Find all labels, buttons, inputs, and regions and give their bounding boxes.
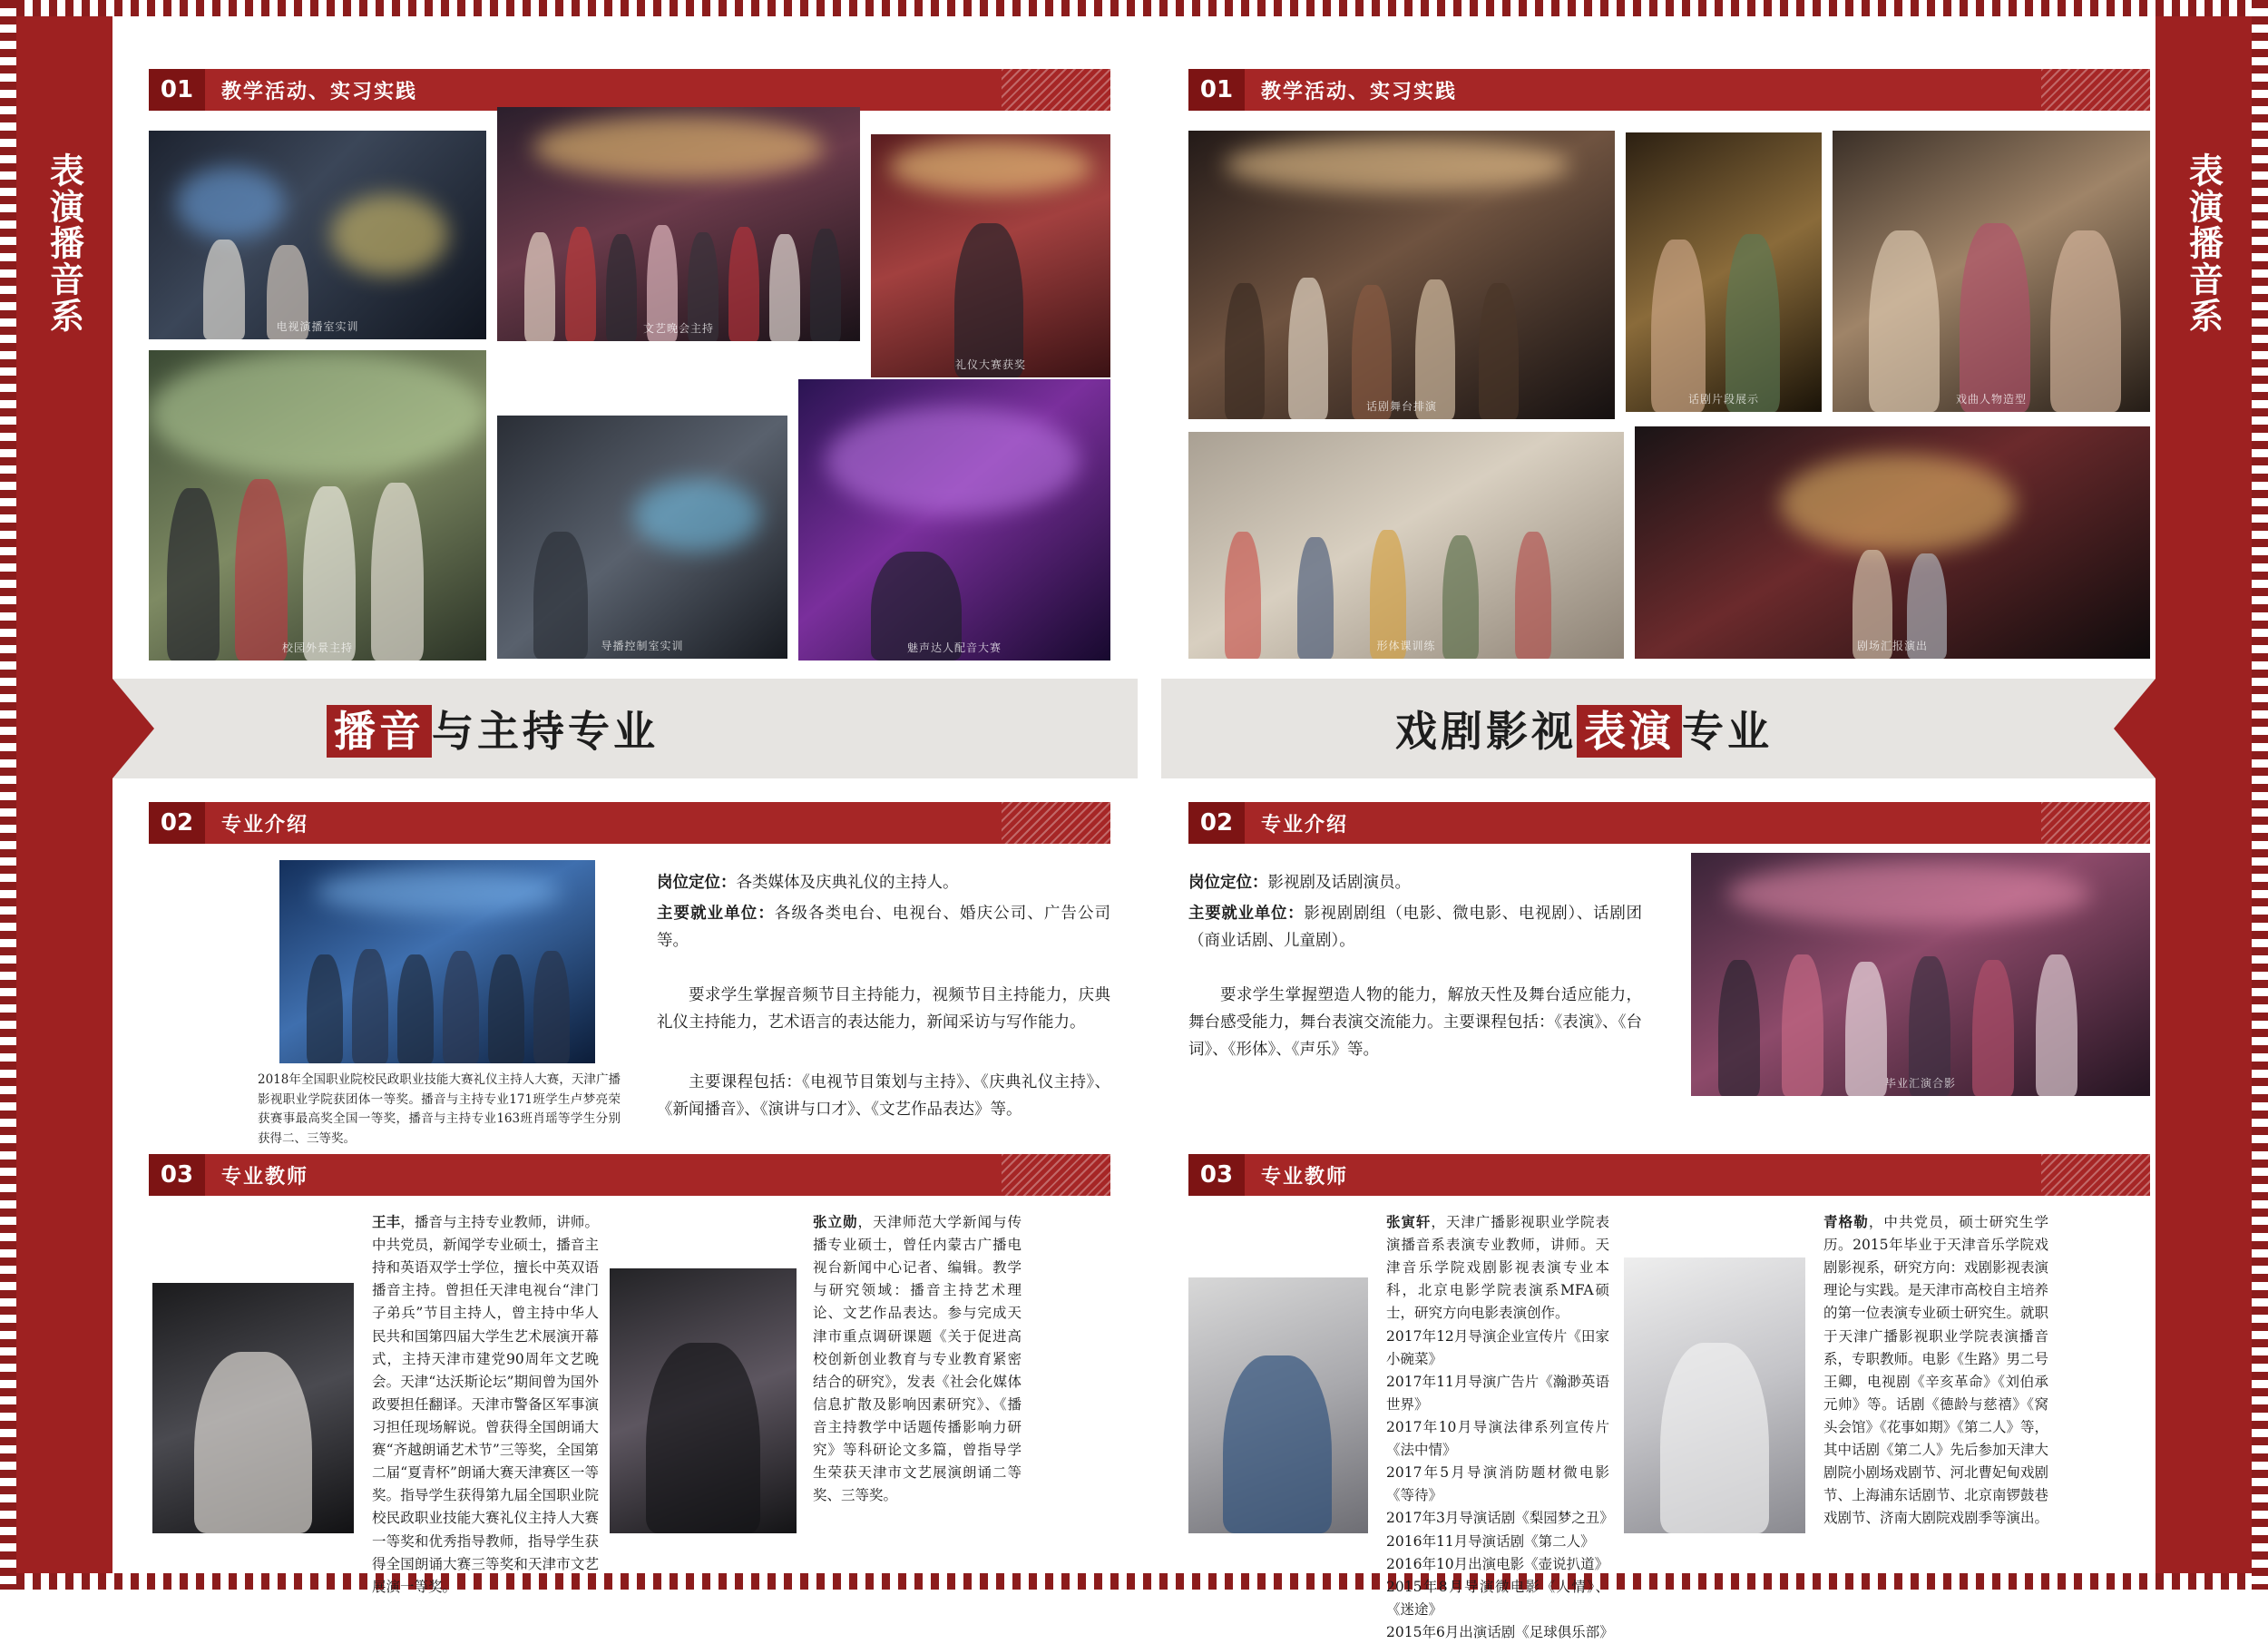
drama-duo-photo [1626, 132, 1822, 412]
right-intro-para1: 要求学生掌握塑造人物的能力，解放天性及舞台适应能力，舞台感受能力，舞台表演交流能力。主要课程包括：《表演》、《台词》、《形体》、《声乐》等。 [1188, 986, 1642, 1060]
right-intro-position [1188, 869, 1642, 896]
celebration-group-photo [1691, 853, 2150, 1096]
drama-stage-photo-label: 话剧舞台排演 [1365, 400, 1437, 413]
teacher-work-item: 2017年11月导演广告片《瀚渺英语世界》 [1386, 1373, 1609, 1413]
left-section-02-title: 专业介绍 [205, 802, 1110, 844]
theater-performance-photo-label: 剧场汇报演出 [1856, 640, 1928, 652]
skill-contest-photo [279, 860, 595, 1063]
control-room-photo [497, 416, 787, 659]
left-intro-position-label: 岗位定位： [657, 874, 737, 892]
ribbon-left-arrow [112, 679, 154, 778]
left-section-01-title: 教学活动、实习实践 [205, 69, 1110, 111]
dance-class-photo [1188, 432, 1624, 659]
teacher-zhangyinxuan-works [1386, 1326, 1614, 1644]
right-intro-employer-text: 影视剧剧组（电影、微电影、电视剧）、话剧团（商业话剧、儿童剧）。 [1188, 905, 1643, 951]
left-pro-title-rest: 与主持专业 [432, 707, 659, 756]
teacher-qinggele-name: 青格勒 [1823, 1213, 1869, 1230]
side-banner-right-text: 表演播音系 [2183, 152, 2224, 334]
teacher-work-item: 2017年10月导演法律系列宣传片《法中情》 [1386, 1418, 1609, 1459]
tv-studio-photo-label: 电视演播室实训 [276, 320, 359, 333]
teacher-work-item: 2017年12月导演企业宣传片《田家小碗菜》 [1386, 1327, 1609, 1367]
teacher-qinggele-bio-text: ，中共党员，硕士研究生学历。2015年毕业于天津音乐学院戏剧影视系，研究方向：戏剧影视表演理论与实践。是天津市高校自主培养的第一位表演专业硕士研究生。就职于天津广播影视职业学院表演播音系，专职教师。电影《生路》男二号王卿，电视剧《辛亥革命》《刘伯承元帅》等。话剧《德龄与慈禧》《窝头会馆》《花事如期》《第二人》等，其中话剧《第二人》先后参加天津大剧院小剧场戏剧节、河北曹妃甸戏剧节、上海浦东话剧节、北京南锣鼓巷戏剧节、济南大剧院戏剧季等演出。 [1823, 1214, 2049, 1527]
celebration-group-photo-label: 毕业汇演合影 [1884, 1077, 1956, 1090]
award-photo-label: 礼仪大赛获奖 [954, 358, 1026, 371]
left-intro-employer [657, 900, 1110, 954]
teacher-wangfeng-bio [372, 1210, 599, 1599]
left-section-03-number: 03 [149, 1154, 205, 1196]
right-section-02-title: 专业介绍 [1245, 802, 2150, 844]
left-intro-employer-label: 主要就业单位： [657, 905, 775, 923]
teacher-work-item: 2017年5月导演消防题材微电影《等待》 [1386, 1464, 1609, 1504]
control-room-photo-label: 导播控制室实训 [601, 640, 684, 652]
left-section-02-number: 02 [149, 802, 205, 844]
teacher-work-item: 2016年11月导演话剧《第二人》 [1386, 1532, 1595, 1550]
left-intro-para2: 主要课程包括：《电视节目策划与主持》、《庆典礼仪主持》、《新闻播音》、《演讲与口才》、《文艺作品表达》等。 [657, 1073, 1110, 1120]
right-pro-title-highlight: 表演 [1577, 705, 1682, 758]
dotted-border-bottom [0, 1573, 2268, 1590]
left-pro-title [327, 699, 659, 758]
right-section-01-number: 01 [1188, 69, 1245, 111]
left-photo-caption: 2018年全国职业院校民政职业技能大赛礼仪主持人大赛，天津广播影视职业学院获团体一等奖。播音与主持专业171班学生卢梦亮荣获赛事最高奖全国一等奖，播音与主持专业163班肖瑶等学生分别获得二、三等奖。 [258, 1072, 621, 1146]
teacher-zhangyinxuan-bio-text: ，天津广播影视职业学院表演播音系表演专业教师，讲师。天津音乐学院戏剧影视表演专业本科，北京电影学院表演系MFA硕士，研究方向电影表演创作。 [1386, 1214, 1609, 1322]
teacher-wangfeng-name: 王丰 [372, 1213, 401, 1230]
right-section-02-number: 02 [1188, 802, 1245, 844]
right-section-03-header [1188, 1154, 2150, 1196]
dance-class-photo-label: 形体课训练 [1376, 640, 1436, 652]
teacher-work-item: 2016年10月出演电影《壶说扒道》 [1386, 1555, 1609, 1572]
teacher-work-item: 2015年6月出演话剧《足球俱乐部》 [1386, 1623, 1614, 1640]
drama-stage-photo [1188, 131, 1615, 419]
drama-duo-photo-label: 话剧片段展示 [1687, 393, 1759, 406]
stage-ceremony-photo [497, 107, 860, 341]
right-section-01-title: 教学活动、实习实践 [1245, 69, 2150, 111]
right-pro-title [1395, 699, 1773, 758]
right-section-02-header [1188, 802, 2150, 844]
dubbing-contest-photo-label: 魅声达人配音大赛 [906, 641, 1002, 654]
left-section-01-header [149, 69, 1110, 111]
ribbon-right-arrow [2114, 679, 2156, 778]
teacher-wangfeng-portrait [152, 1283, 354, 1533]
side-banner-left [16, 16, 112, 1573]
right-section-03-number: 03 [1188, 1154, 1245, 1196]
stage-ceremony-photo-label: 文艺晚会主持 [642, 322, 714, 335]
left-intro-position [657, 869, 1110, 896]
teacher-qinggele-bio [1823, 1210, 2048, 1531]
left-section-01-number: 01 [149, 69, 205, 111]
left-intro-para1: 要求学生掌握音频节目主持能力，视频节目主持能力，庆典礼仪主持能力，艺术语言的表达能力，新闻采访与写作能力。 [657, 986, 1110, 1032]
teacher-zhanglixun-bio [813, 1210, 1022, 1507]
right-pro-title-pre: 戏剧影视 [1395, 707, 1577, 756]
teacher-zhanglixun-name: 张立勋 [813, 1213, 858, 1230]
right-intro-employer [1188, 900, 1642, 954]
right-section-03-title: 专业教师 [1245, 1154, 2150, 1196]
left-intro-employer-text: 各级各类电台、电视台、婚庆公司、广告公司等。 [657, 905, 1111, 951]
right-intro-employer-label: 主要就业单位： [1188, 905, 1305, 923]
teacher-zhanglixun-bio-text: ，天津师范大学新闻与传播专业硕士，曾任内蒙古广播电视台新闻中心记者、编辑。教学与研究领域：播音主持艺术理论、文艺作品表达。参与完成天津市重点调研课题《关于促进高校创新创业教育与专业教育紧密结合的研究》，发表《社会化媒体信息扩散及影响因素研究》、《播音主持教学中话题传播影响力研究》等科研论文多篇，曾指导学生荣获天津市文艺展演朗诵二等奖、三等奖。 [813, 1214, 1022, 1504]
dotted-border-right [2252, 0, 2268, 1590]
left-section-03-header [149, 1154, 1110, 1196]
teacher-zhangyinxuan-portrait [1188, 1277, 1368, 1533]
teacher-zhangyinxuan-name: 张寅轩 [1386, 1213, 1432, 1230]
costume-photo-label: 戏曲人物造型 [1955, 393, 2027, 406]
teacher-zhangyinxuan-bio [1386, 1210, 1614, 1644]
poster-content [112, 16, 2156, 1640]
right-intro-position-text: 影视剧及话剧演员。 [1267, 874, 1411, 892]
left-section-03-title: 专业教师 [205, 1154, 1110, 1196]
campus-outdoor-photo-label: 校园外景主持 [281, 641, 353, 654]
dubbing-contest-photo [798, 379, 1110, 661]
side-banner-left-text: 表演播音系 [44, 152, 85, 334]
teacher-qinggele-portrait [1624, 1257, 1805, 1533]
costume-photo [1833, 131, 2150, 412]
teacher-zhanglixun-portrait [610, 1268, 797, 1533]
right-pro-title-rest: 专业 [1682, 707, 1773, 756]
theater-performance-photo [1635, 426, 2150, 659]
left-pro-title-highlight: 播音 [327, 705, 432, 758]
teacher-wangfeng-bio-text: ，播音与主持专业教师，讲师。中共党员，新闻学专业硕士，播音主持和英语双学士学位，擅长中英双语播音主持。曾担任天津电视台“津门子弟兵”节目主持人，曾主持中华人民共和国第四届大学生艺术展演开幕式，主持天津市建党90周年文艺晚会。天津“达沃斯论坛”期间曾为国外政要担任翻译。天津市警备区军事演习担任现场解说。曾获得全国朗诵大赛“齐越朗诵艺术节”三等奖，全国第二届“夏青杯”朗诵大赛天津赛区一等奖。指导学生获得第九届全国职业院校民政职业技能大赛礼仪主持人大赛一等奖和优秀指导教师，指导学生获得全国朗诵大赛三等奖和天津市文艺展演一等奖。 [372, 1214, 599, 1595]
tv-studio-photo [149, 131, 486, 339]
teacher-work-item: 2015年8月导演微电影《人情》、《迷途》 [1386, 1578, 1609, 1618]
award-photo [871, 134, 1110, 377]
left-intro-position-text: 各类媒体及庆典礼仪的主持人。 [736, 874, 959, 892]
left-section-02-header [149, 802, 1110, 844]
dotted-border-left [0, 0, 16, 1590]
teacher-work-item: 2017年3月导演话剧《梨园梦之丑》 [1386, 1510, 1614, 1527]
right-section-01-header [1188, 69, 2150, 111]
center-gutter [1138, 16, 1161, 1573]
right-intro-position-label: 岗位定位： [1188, 874, 1268, 892]
side-banner-right [2156, 16, 2252, 1573]
campus-outdoor-photo [149, 350, 486, 661]
dotted-border-top [0, 0, 2268, 16]
